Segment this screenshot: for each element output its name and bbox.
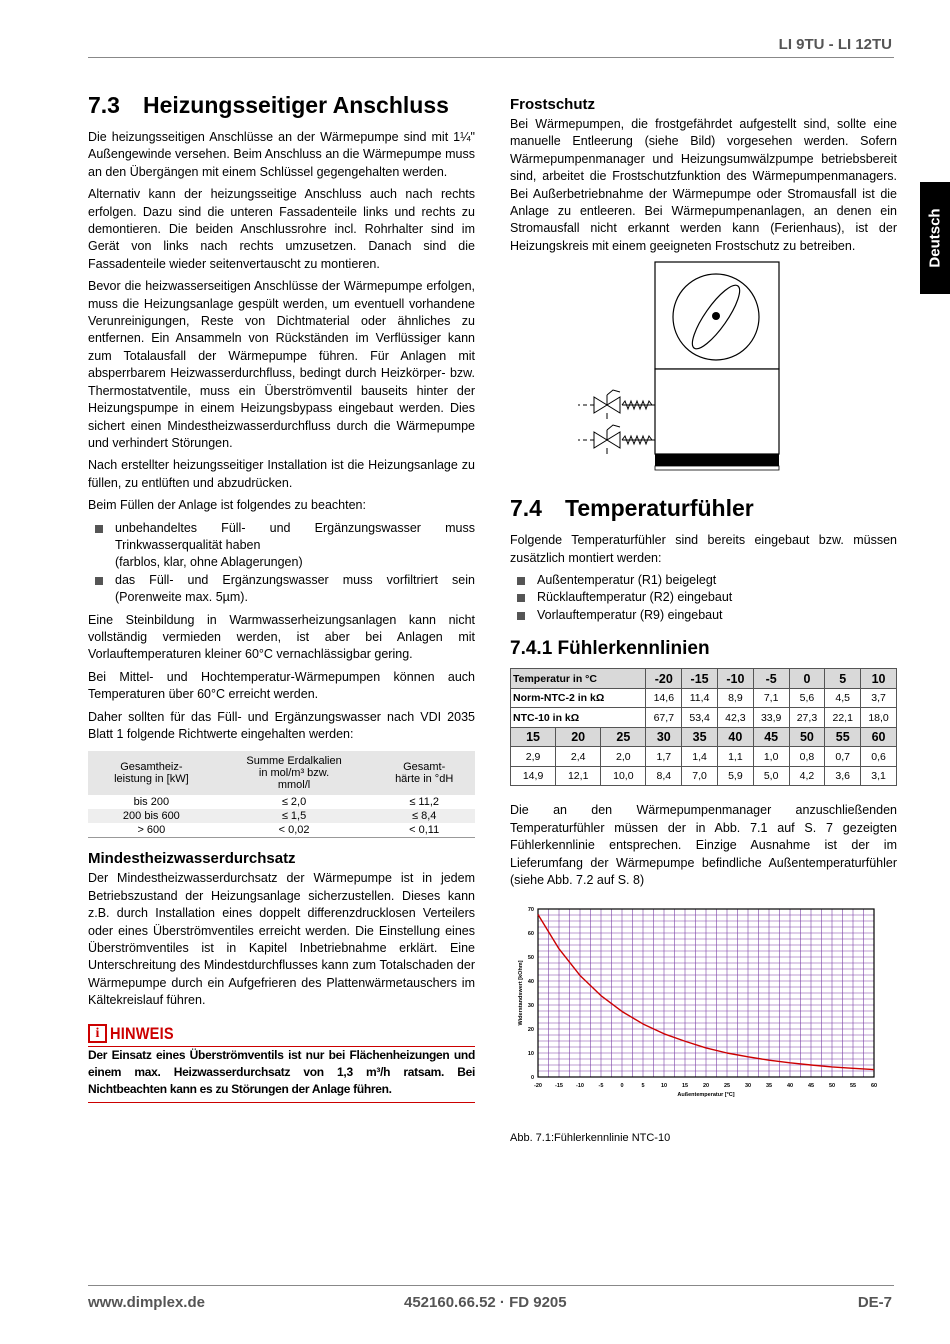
table-row: 14,9 12,1 10,0 8,4 7,0 5,9 5,0 4,2 3,6 3,1 (511, 766, 897, 786)
x-tick-label: -15 (555, 1083, 563, 1090)
header-rule (88, 57, 894, 58)
bullet-square-icon (517, 577, 525, 585)
y-tick-label: 40 (527, 979, 534, 986)
paragraph: Daher sollten für das Füll- und Ergänzungswasser nach VDI 2035 Blatt 1 folgende Richtwerte eingehalten werden: (88, 709, 475, 741)
x-tick-label: 40 (786, 1083, 794, 1090)
footer-website: www.dimplex.de (88, 1294, 205, 1311)
y-tick-label: 20 (527, 1027, 534, 1034)
sensor-list (510, 572, 897, 624)
section-number: 7.3 (88, 92, 120, 118)
y-axis-label: Widerstandswert [kOhm] (518, 960, 524, 1026)
ntc10-curve-chart (510, 899, 897, 1119)
list-item: das Füll- und Ergänzungswasser muss vorfiltriert sein (Porenweite max. 5µm). (88, 572, 475, 607)
y-tick-label: 10 (527, 1051, 534, 1058)
x-tick-label: 60 (870, 1083, 878, 1090)
x-tick-label: 5 (641, 1083, 645, 1090)
x-tick-label: 30 (744, 1083, 752, 1090)
y-tick-label: 30 (527, 1003, 534, 1010)
ntc10-chart (510, 899, 897, 1124)
table-row: 15 20 25 30 35 40 45 50 55 60 (511, 727, 897, 747)
table-header-cell: Summe Erdalkalien in mol/m³ bzw. mmol/l (215, 751, 374, 795)
list-item: Rücklauftemperatur (R2) eingebaut (510, 589, 897, 606)
paragraph: Alternativ kann der heizungsseitige Anschluss auch nach rechts erfolgen. Dazu sind die unteren Fassadenteile links und rechts zu demontieren. Die beiden Anschlussrohre incl. Rohrhalter sind im Gerät von links nach rechts umzusetzen. Danach sind die Fassadenteile wieder seitenvertauscht zu montieren. (88, 187, 475, 271)
section-title: Temperaturfühler (565, 495, 754, 522)
table-row: Norm-NTC-2 in kΩ 14,6 11,4 8,9 7,1 5,6 4,5 3,7 (511, 688, 897, 708)
list-item: Außentemperatur (R1) beigelegt (510, 572, 897, 589)
right-column (510, 92, 897, 1144)
left-column (88, 92, 475, 1103)
figure-caption: Abb. 7.1:Fühlerkennlinie NTC-10 (510, 1132, 671, 1145)
table-row: 200 bis 600 ≤ 1,5 ≤ 8,4 (88, 809, 475, 823)
notice-label: HINWEIS (110, 1023, 174, 1043)
paragraph: Bei Mittel- und Hochtemperatur-Wärmepumpen können auch Temperaturen über 60°C erreicht werden. (88, 669, 475, 702)
table-header-cell: Gesamt- härte in °dH (373, 751, 475, 795)
y-tick-label: 50 (527, 955, 534, 962)
paragraph: Beim Füllen der Anlage ist folgendes zu beachten: (88, 498, 366, 513)
table-row: bis 200 ≤ 2,0 ≤ 11,2 (133, 796, 440, 809)
paragraph: Die an den Wärmepumpenmanager anzuschließenden Temperaturfühler müssen der in Abb. 7.1 auf S. 7 gezeigten Fühlerkennlinie entsprechen. Einzige Ausnahme ist der im Lieferumfang der Wärmepumpe befindliche Außentemperaturfühler (siehe Abb. 7.2 auf S. 8) (510, 803, 897, 887)
paragraph: Der Mindestheizwasserdurchsatz der Wärmepumpe ist in jedem Betriebszustand der Heizungsanlage sicherzustellen. Dieses kann z.B. durch Installation eines doppelt differenzdrucklosen Verteilers oder eines Überströmventiles erreicht werden. Die Einstellung eines Überströmventiles ist in Kapitel Inbetriebnahme erklärt. Eine Unterschreitung des Mindestdurchflusses kann zum Totalschaden der Wärmepumpe durch ein Aufgefrieren des Plattenwärmetauschers im Kältekreislauf führen. (88, 871, 475, 1008)
y-tick-label: 0 (530, 1075, 534, 1082)
x-tick-label: 55 (849, 1083, 857, 1090)
info-icon: i (88, 1024, 107, 1043)
paragraph: Die heizungsseitigen Anschlüsse an der Wärmepumpe sind mit 1¼" Außengewinde versehen. Beim Anschluss an die Wärmepumpe muss an den Übergängen mit einem Schlüssel gegengehalten werden. (88, 130, 475, 179)
x-tick-label: -10 (576, 1083, 584, 1090)
frost-protection-diagram (510, 261, 897, 483)
x-tick-label: 20 (702, 1083, 710, 1090)
notice-header (88, 1024, 475, 1044)
paragraph: Eine Steinbildung in Warmwasserheizungsanlagen kann nicht vollständig vermieden werden, ist aber bei Anlagen mit Vorlauftemperaturen kleiner 60°C vernachlässigbar gering. (88, 612, 475, 662)
subsection-title: Frostschutz (510, 96, 596, 113)
x-tick-label: 35 (765, 1083, 773, 1090)
section-title: Heizungsseitiger Anschluss (143, 92, 449, 118)
bullet-square-icon (517, 594, 525, 602)
table-row: 2,9 2,4 2,0 1,7 1,4 1,1 1,0 0,8 0,7 0,6 (511, 747, 897, 767)
list-item: Vorlauftemperatur (R9) eingebaut (510, 607, 897, 624)
paragraph: Nach erstellter heizungsseitiger Installation ist die Heizungsanlage zu füllen, zu entlüften und abzudrücken. (88, 458, 475, 490)
filling-requirements-list (88, 520, 475, 607)
bullet-square-icon (517, 612, 525, 620)
bullet-square-icon (95, 525, 103, 533)
x-tick-label: 0 (620, 1083, 624, 1090)
footer-page-number: DE-7 (857, 1294, 892, 1311)
section-heading-7-4 (510, 495, 897, 522)
table-row: NTC-10 in kΩ 67,7 53,4 42,3 33,9 27,3 22,1 18,0 (511, 708, 897, 728)
table-row: > 600 < 0,02 < 0,11 (88, 823, 475, 838)
subsection-title: Mindestheizwasserdurchsatz (88, 850, 296, 868)
paragraph: Folgende Temperaturfühler sind bereits eingebaut bzw. müssen zusätzlich montiert werden: (510, 533, 897, 565)
list-item: unbehandeltes Füll- und Ergänzungswasser muss Trinkwasserqualität haben (farblos, klar, ohne Ablagerungen) (88, 520, 475, 572)
x-tick-label: 10 (660, 1083, 668, 1090)
document-header-title: LI 9TU - LI 12TU (778, 36, 892, 53)
x-tick-label: 45 (807, 1083, 815, 1090)
notice-text: Der Einsatz eines Überströmventils ist nur bei Flächenheizungen und einem max. Heizwasserdurchsatz von 1,3 m³/h ratsam. Bei Nichtbeachten kann es zu Störungen der Anlage führen. (88, 1047, 475, 1103)
sensor-characteristics-table (510, 668, 897, 786)
x-tick-label: 15 (681, 1083, 689, 1090)
footer-doc-number: 452160.66.52 · FD 9205 (404, 1294, 567, 1311)
bullet-square-icon (95, 577, 103, 585)
table-header-cell: Gesamtheiz- leistung in [kW] (88, 751, 215, 795)
x-axis-label: Außentemperatur [°C] (677, 1092, 735, 1099)
y-tick-label: 60 (527, 931, 534, 938)
x-tick-label: -20 (534, 1083, 542, 1090)
section-number: 7.4 (510, 495, 542, 522)
footer-rule (88, 1285, 894, 1286)
language-tab-label: Deutsch (926, 208, 944, 268)
subsection-heading: 7.4.1 Fühlerkennlinien (510, 638, 710, 660)
x-tick-label: -5 (598, 1083, 604, 1090)
x-tick-label: 25 (723, 1083, 731, 1090)
language-tab (920, 182, 950, 294)
heat-pump-drain-illustration (510, 261, 897, 483)
table-row: Temperatur in °C -20 -15 -10 -5 0 5 10 (511, 669, 897, 689)
paragraph: Bei Wärmepumpen, die frostgefährdet aufgestellt sind, sollte eine manuelle Entleerung (siehe Bild) vorgesehen werden. Sofern Wärmepumpenmanager und Heizungsumwälzpumpe betriebsbereit sind, arbeitet die Frostschutzfunktion des Wärmepumpenmanagers. Bei Außerbetriebnahme der Wärmepumpe oder Stromausfall ist die Anlage zu entleeren. Bei Wärmepumpenanlagen, an denen ein Stromausfall nicht erkannt werden kann (Ferienhaus), ist der Heizungskreis mit einem geeigneten Frostschutz zu betreiben. (510, 117, 897, 253)
water-hardness-table (88, 751, 475, 838)
paragraph: Bevor die heizwasserseitigen Anschlüsse der Wärmepumpe erfolgen, muss die Heizungsanlage gespült werden, um eventuell vorhandene Verunreinigungen, Reste von Dichtmaterial oder ähnliches zu entfernen. Ein Ansammeln von Rückständen im Verflüssiger kann zum Totalausfall der Wärmepumpe führen. Für Anlagen mit absperrbarem Heizwasserdurchfluss, bedingt durch Heizkörper- bzw. Thermostatventile, muss ein Überströmventil bauseits hinter der Heizungspumpe in einem Heizungsbypass eingebaut werden. Dies sichert einen Mindestheizwasserdurchfluss durch die Wärmepumpe und verhindert Störungen. (88, 279, 475, 450)
x-tick-label: 50 (828, 1083, 836, 1090)
section-heading-7-3 (88, 92, 475, 119)
y-tick-label: 70 (527, 907, 534, 914)
